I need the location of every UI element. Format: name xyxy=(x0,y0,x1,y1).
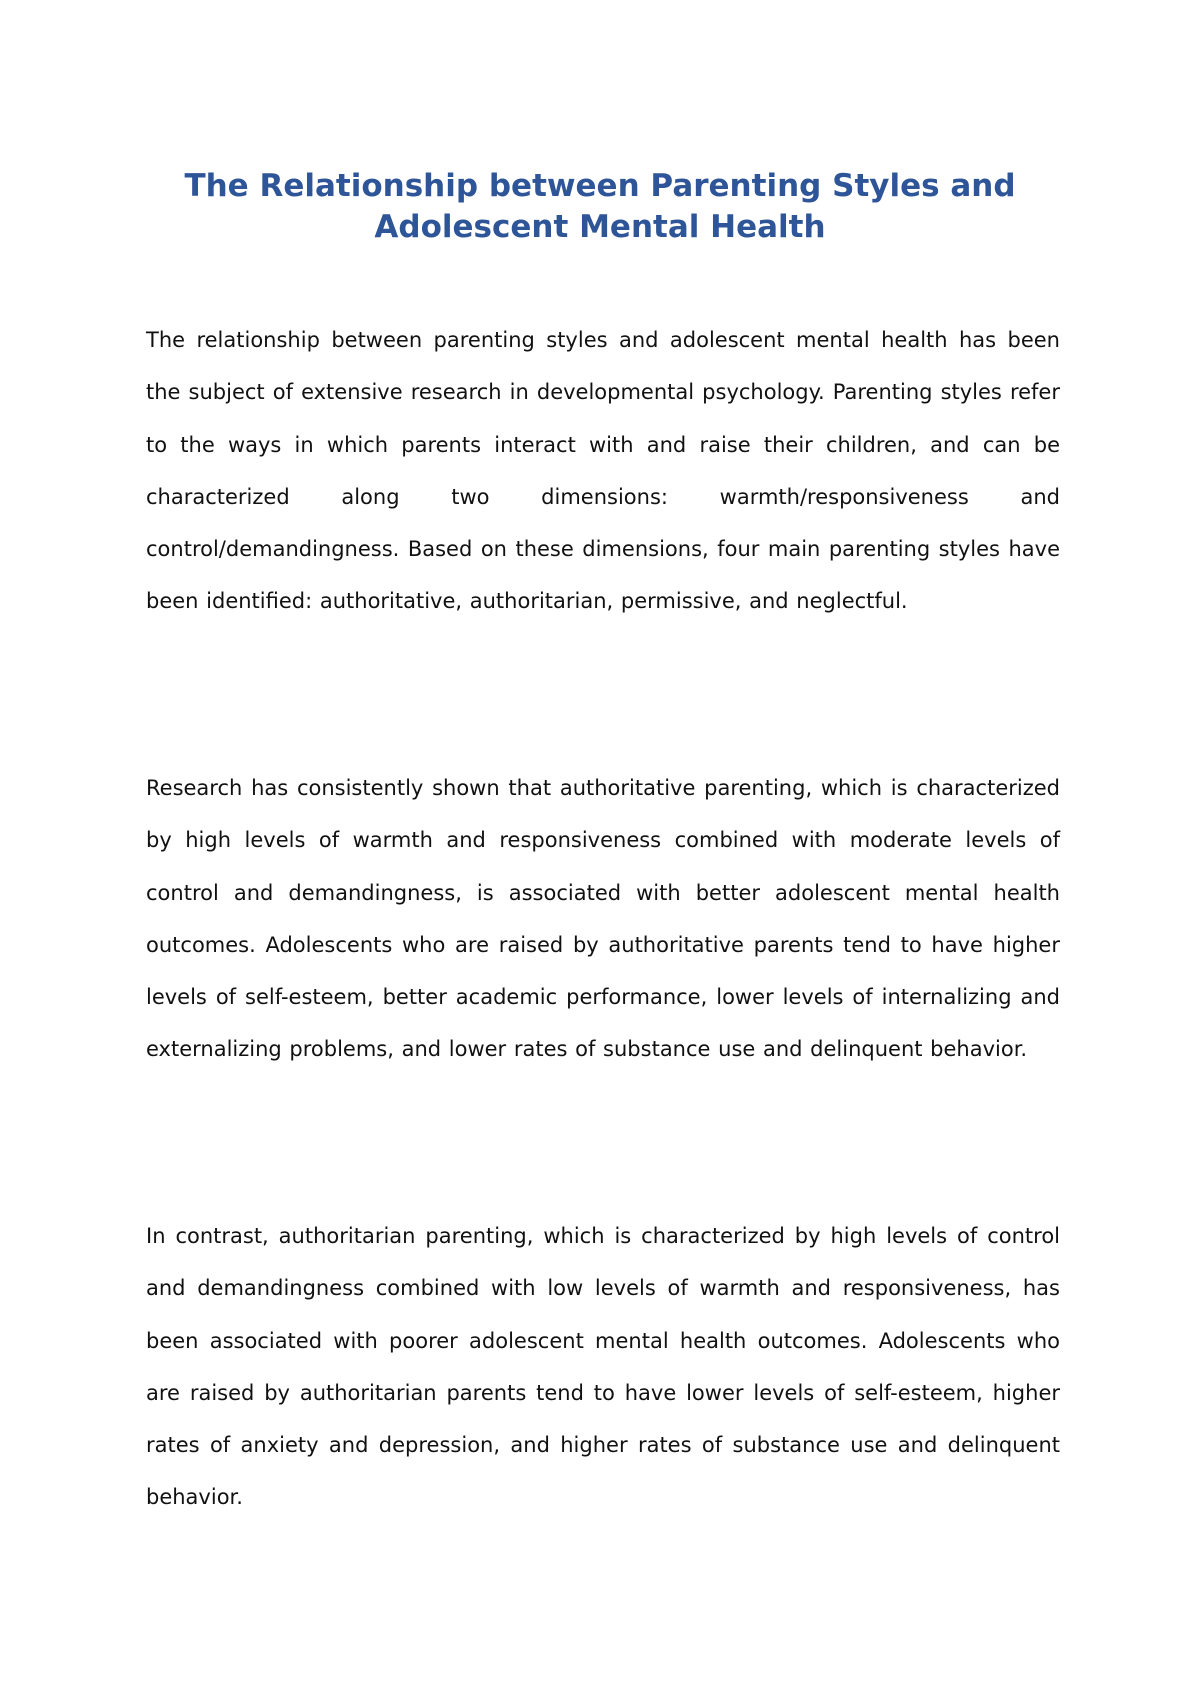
paragraph-authoritarian: In contrast, authoritarian parenting, which is characterized by high levels of control and demandingness combined with low levels of warmth and responsiveness, has been associated with poorer adolescent mental health outcomes. Adolescents who are raised by authoritarian parents tend to have lower levels of self-esteem, higher rates of anxiety and depression, and higher rates of substance use and delinquent behavior. xyxy=(146,1224,1060,1510)
paragraph-intro: The relationship between parenting styles and adolescent mental health has been the subject of extensive research in developmental psychology. Parenting styles refer to the ways in which parents interact with and raise their children, and can be characterized along two dimensions: warmth/responsiveness and control/demandingness. Based on these dimensions, four main parenting styles have been identified: authoritative, authoritarian, permissive, and neglectful. xyxy=(146,328,1060,614)
paragraph-authoritative: Research has consistently shown that authoritative parenting, which is characterized by high levels of warmth and responsiveness combined with moderate levels of control and demandingness, is associated with better adolescent mental health outcomes. Adolescents who are raised by authoritative parents tend to have higher levels of self-esteem, better academic performance, lower levels of internalizing and externalizing problems, and lower rates of substance use and delinquent behavior. xyxy=(146,776,1060,1062)
document-title: The Relationship between Parenting Styles and Adolescent Mental Health xyxy=(184,168,1016,245)
